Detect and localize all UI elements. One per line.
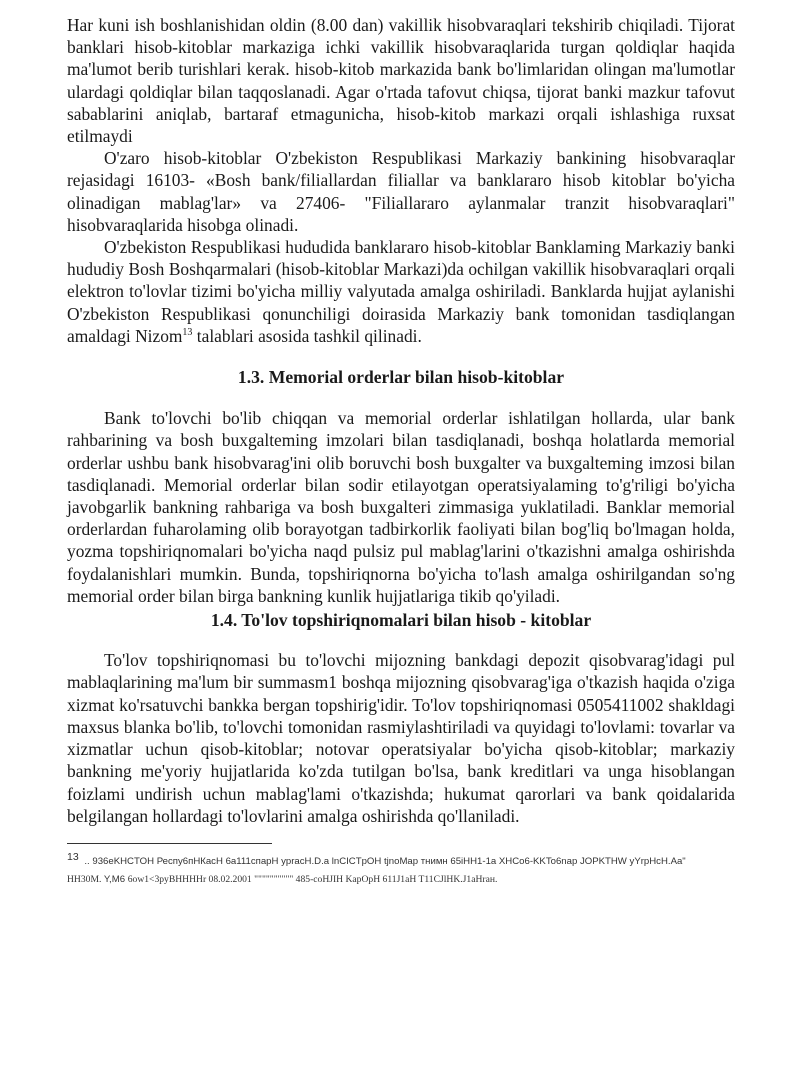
document-page <box>67 14 735 889</box>
footnote-line-2c: 6ow1<3pyBHHHHr 08.02.2001 """""""""" 485-coHJIH KapOpH 611J1aH T11CJlHK.J1aHraн. <box>127 874 498 886</box>
footnote-divider <box>67 843 272 844</box>
paragraph-daily-check: Har kuni ish boshlanishidan oldin (8.00 dan) vakillik hisobvaraqlari tekshirib chiqiladi. Tijorat banklari hisob-kitoblar markaziga ichki vakillik hisobvaraqlarida turgan qoldiqlar haqida ma'lumot berib turishlari kerak. hisob-kitob markazida bank bo'limlaridan olingan ma'lumotlar ulardagi qoldiqlar bilan taqqoslanadi. Agar o'rtada tafovut chiqsa, tijorat banki mazkur tafovut sabablarini aniqlab, bartaraf etmagunicha, hisob-kitob markazi orqali ishlashiga ruxsat etilmaydi <box>67 15 735 147</box>
footnote-number: 13 <box>67 850 79 863</box>
paragraph-text-end: talablari asosida tashkil qilinadi. <box>192 325 422 346</box>
footnote-line-2a: HH30M. <box>67 874 102 886</box>
footnote-line-2b: Y,M6 <box>103 874 126 886</box>
paragraph-memorial-orders: Bank to'lovchi bo'lib chiqqan va memorial orderlar ishlatilgan hollarda, ular bank rahbarining va bosh buxgalteming imzolari bilan tasdiqlanadi, boshqa holatlarda memorial orderlar ushbu bank hisobvarag'ini olib boruvchi bosh buxgalter va buxgalteming imzosi bilan tasdiqlanadi. Memorial orderlar bilan sodir etilayotgan operatsiyalaming to'g'riligi bo'yicha javobgarlik bankning rahbariga va bosh buxgalteri zimmasiga yuklatiladi. Banklar memorial orderlardan fuharolaming olib borayotgan tadbirkorlik faoliyati bilan bog'liq bo'lmagan holda, yozma topshiriqnomalari bo'yicha naqd pulsiz pul mablag'larini o'tkazishni amalga oshirishda foydalanishlari mumkin. Bunda, topshiriqnorna bo'yicha to'lash amalga oshirilgandan so'ng memorial order bilan birga bankning kunlik hujjatlariga tikib qo'yiladi. <box>67 408 735 606</box>
paragraph-mutual-settlements: O'zaro hisob-kitoblar O'zbekiston Respublikasi Markaziy bankining hisobvaraqlar rejasidagi 16103- «Bosh bank/filiallardan filiallar va banklararo hisob kitoblar bo'yicha olinadigan mablag'lar» va 27406- "Filiallararo aylanmalar tranzit hisobvaraqlari" hisobvaraqlarida hisobga olinadi. <box>67 148 735 235</box>
paragraph-interbank-settlements <box>67 236 735 347</box>
footnote <box>67 848 735 889</box>
paragraph-payment-orders: To'lov topshiriqnomasi bu to'lovchi mijozning bankdagi depozit qisobvarag'idagi pul mablaqlarining ma'lum bir summasm1 boshqa mijozning qisobvarag'iga o'tkazish haqida o'ziga xizmat ko'rsatuvchi bankka bergan topshirig'idir. To'lov topshiriqnomasi 0505411002 shakldagi maxsus blanka bo'lib, to'lovchi tomonidan rasmiylashtiriladi va quyidagi to'lovlami: tovarlar va xizmatlar uchun qisob-kitoblar; notovar operatsiyalar bo'yicha qisob-kitoblar; markaziy bankning me'yoriy hujjatlarida ko'zda tutilgan bo'lsa, bank kreditlari va unga hisoblangan foizlami undirish uchun mablag'lami o'tkazishda; hukumat qarorlari va bank qoidalarida belgilangan hollardagi to'lovlarini amalga oshirishda qo'llaniladi. <box>67 650 735 826</box>
paragraph-text: O'zbekiston Respublikasi hududida banklararo hisob-kitoblar Banklaming Markaziy banki hududiy Bosh Boshqarmalari (hisob-kitoblar Markazi)da ochilgan vakillik hisobvaraqlari orqali elektron to'lovlar tizimi bo'yicha milliy valyutada amalga oshiriladi. Banklarda hujjat aylanishi O'zbekiston Respublikasi qonunchiligi doirasida Markaziy bank tomonidan tasdiqlangan amaldagi Nizom <box>67 237 735 346</box>
section-heading-1-4: 1.4. To'lov topshiriqnomalari bilan hisob - kitoblar <box>210 610 592 631</box>
footnote-reference[interactable]: 13 <box>182 327 193 339</box>
footnote-line-1: .. 936eKHCTOH Респу6пНКасН 6a111cпарН ypracH.D.a lnCICTpOH tjnoMap тнимн 65iHH1-1a XHCo6-KKTo6nap JOPKTHW yYrpHcH.Aa" <box>84 856 686 868</box>
section-heading-1-3: 1.3. Memorial orderlar bilan hisob-kitoblar <box>237 367 565 388</box>
